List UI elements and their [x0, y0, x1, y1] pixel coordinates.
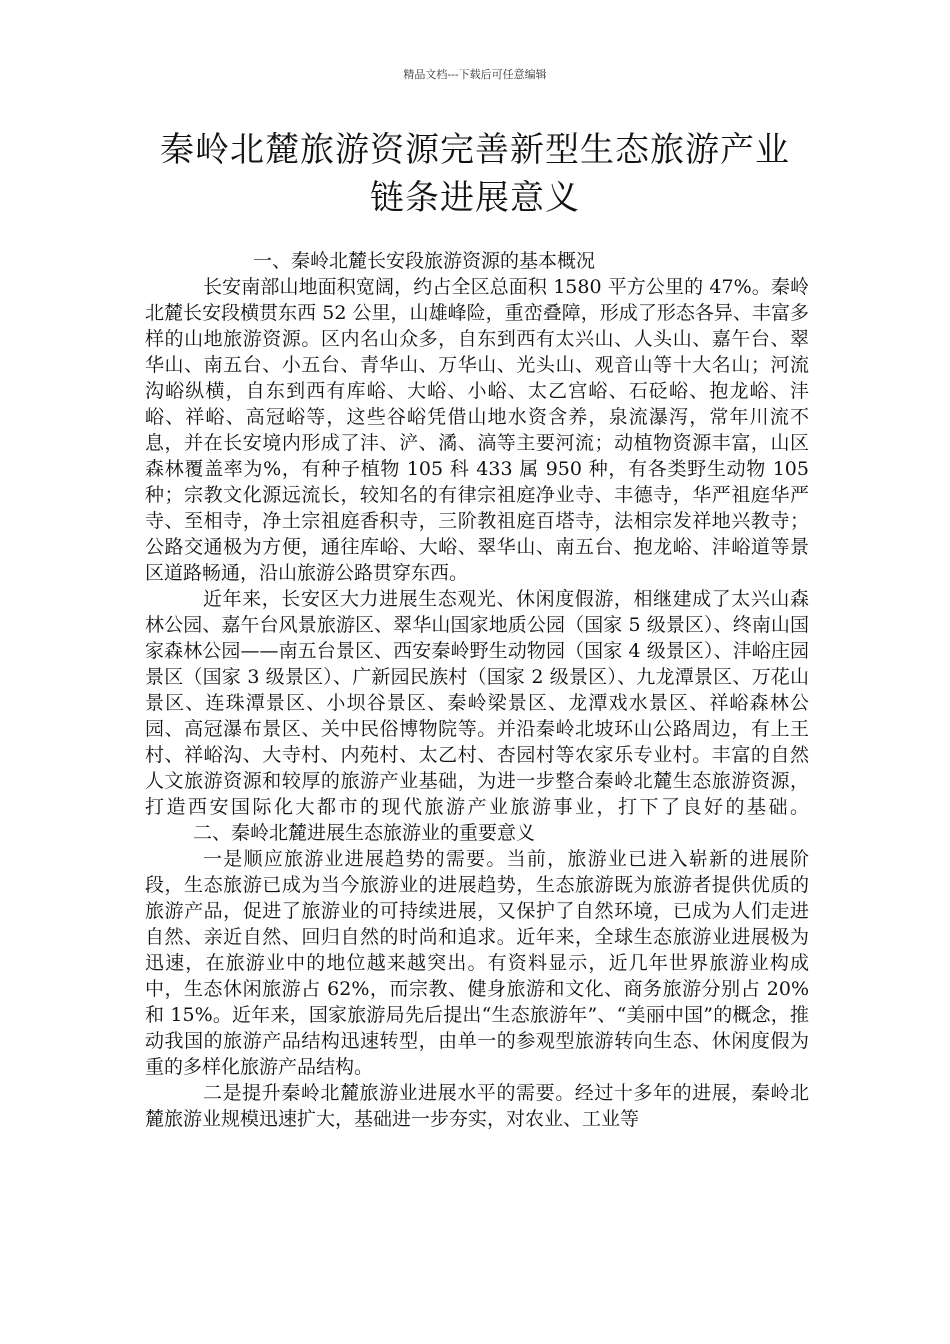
paragraph-3: 一是顺应旅游业进展趋势的需要。当前，旅游业已进入崭新的进展阶段，生态旅游已成为当今旅游业的进展趋势，生态旅游既为旅游者提供优质的旅游产品，促进了旅游业的可持续进展，又保护了自然环境，已成为人们走进自然、亲近自然、回归自然的时尚和追求。近年来，全球生态旅游业进展极为迅速，在旅游业中的地位越来越突出。有资料显示，近几年世界旅游业构成中，生态休闲旅游占 62%，而宗教、健身旅游和文化、商务旅游分别占 20%和 15%。近年来，国家旅游局先后提出“生态旅游年”、“美丽中国”的概念，推动我国的旅游产品结构迅速转型，由单一的参观型旅游转向生态、休闲度假为重的多样化旅游产品结构。	[145, 848, 809, 1078]
paragraph-2-text: 近年来，长安区大力进展生态观光、休闲度假游，相继建成了太兴山森林公园、嘉午台风景旅游区、翠华山国家地质公园（国家 5 级景区）、终南山国家森林公园——南五台景区、西安秦岭野生动物园（国家 4 级景区）、沣峪庄园景区（国家 3 级景区）、广新园民族村（国家 2 级景区）、九龙潭景区、万花山景区、连珠潭景区、小坝谷景区、秦岭梁景区、龙潭戏水景区、祥峪森林公园、高冠瀑布景区、关中民俗博物院等。并沿秦岭北坡环山公路周边，有上王村、祥峪沟、大寺村、内苑村、太乙村、杏园村等农家乐专业村。丰富的自然人文旅游资源和较厚的旅游产业基础，为进一步整合秦岭北麓生态旅游资源，打造西安国际化大都市的现代旅游产业旅游事业，打下了良好的基础。	[145, 588, 809, 818]
title-line-1: 秦岭北麓旅游资源完善新型生态旅游产业	[160, 130, 790, 170]
section-1-heading: 一、秦岭北麓长安段旅游资源的基本概况	[253, 250, 596, 272]
document-body	[145, 248, 809, 1132]
section-2-heading: 二、秦岭北麓进展生态旅游业的重要意义	[193, 822, 536, 844]
title-line-2: 链条进展意义	[370, 178, 580, 218]
paragraph-1: 长安南部山地面积宽阔，约占全区总面积 1580 平方公里的 47%。秦岭北麓长安段横贯东西 52 公里，山雄峰险，重峦叠障，形成了形态各异、丰富多样的山地旅游资源。区内名山众多，自东到西有太兴山、人头山、嘉午台、翠华山、南五台、小五台、青华山、万华山、光头山、观音山等十大名山；河流沟峪纵横，自东到西有库峪、大峪、小峪、太乙宫峪、石砭峪、抱龙峪、沣峪、祥峪、高冠峪等，这些谷峪凭借山地水资含养，泉流瀑泻，常年川流不息，并在长安境内形成了沣、浐、潏、滈等主要河流；动植物资源丰富，山区森林覆盖率为%，有种子植物 105 科 433 属 950 种，有各类野生动物 105 种；宗教文化源远流长，较知名的有律宗祖庭净业寺、丰德寺，华严祖庭华严寺、至相寺，净土宗祖庭香积寺，三阶教祖庭百塔寺，法相宗发祥地兴教寺；公路交通极为方便，通往库峪、大峪、翠华山、南五台、抱龙峪、沣峪道等景区道路畅通，沿山旅游公路贯穿东西。	[145, 276, 809, 584]
header-note: 精品文档---下载后可任意编辑	[403, 68, 547, 81]
document-title	[100, 126, 850, 222]
paragraph-4: 二是提升秦岭北麓旅游业进展水平的需要。经过十多年的进展，秦岭北麓旅游业规模迅速扩大，基础进一步夯实，对农业、工业等	[145, 1082, 809, 1130]
paragraph-2	[145, 586, 809, 846]
